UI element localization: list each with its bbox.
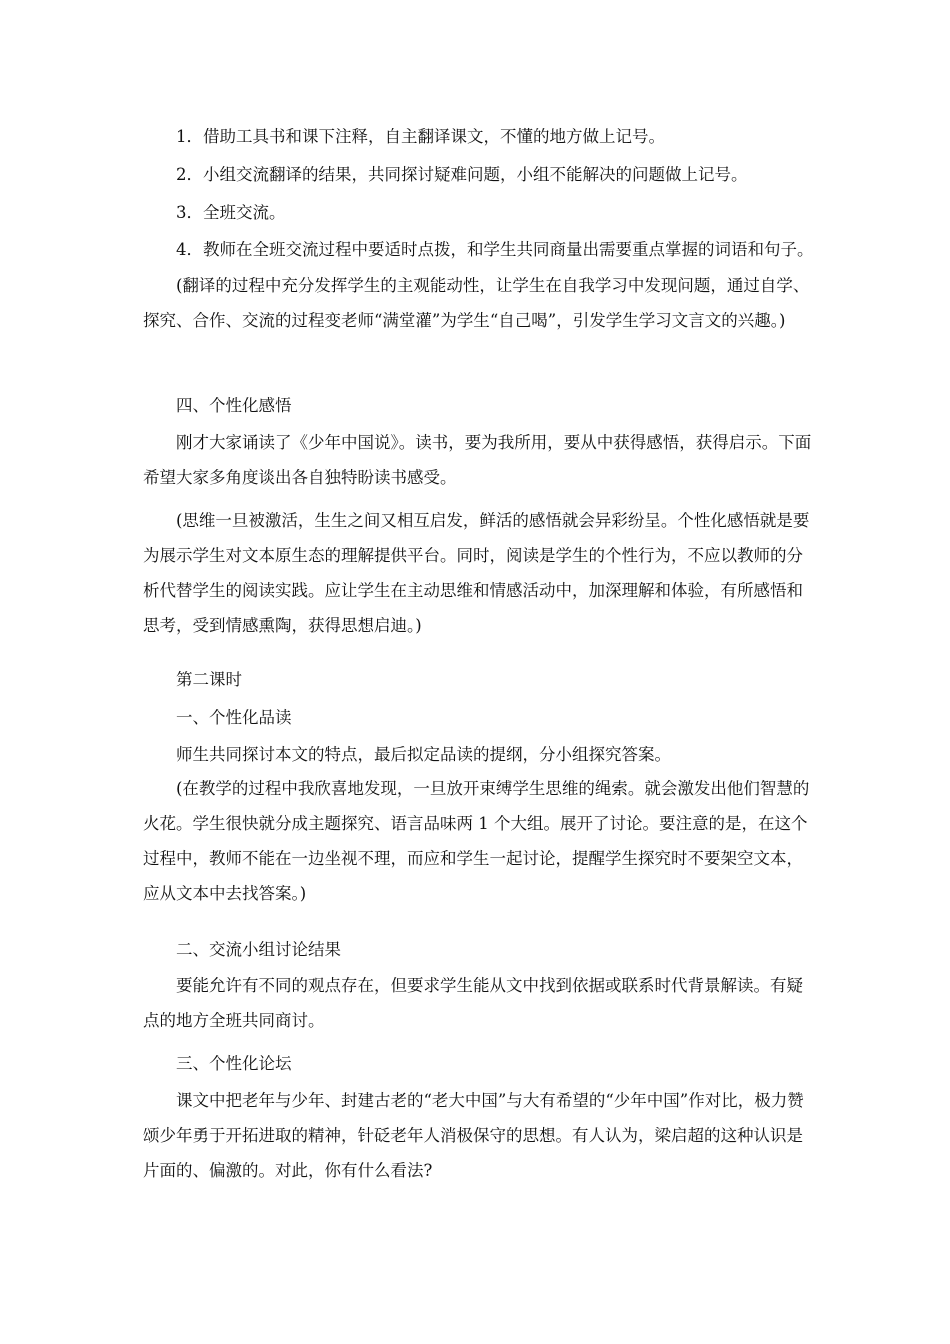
step-3: 3．全班交流。: [176, 203, 286, 222]
translation-note: (翻译的过程中充分发挥学生的主观能动性，让学生在自我学习中发现问题，通过自学、探究、合作、交流的过程变老师“满堂灌”为学生“自己喝”，引发学生学习文言文的兴趣。): [143, 276, 810, 330]
section-heading-1: 一、个性化品读: [176, 708, 292, 727]
reading-note: (在教学的过程中我欣喜地发现，一旦放开束缚学生思维的绳索。就会激发出他们智慧的火花。学生很快就分成主题探究、语言品味两 1 个大组。展开了讨论。要注意的是，在这个过程中，教师不能在一边坐视不理，而应和学生一起讨论，提醒学生探究时不要架空文本，应从文本中去找答案。): [143, 779, 810, 903]
step-4: 4．教师在全班交流过程中要适时点拨，和学生共同商量出需要重点掌握的词语和句子。: [176, 240, 814, 259]
perception-intro: 刚才大家诵读了《少年中国说》。读书，要为我所用，要从中获得感悟，获得启示。下面希望大家多角度谈出各自独特盼读书感受。: [143, 433, 812, 487]
section-heading-3: 三、个性化论坛: [176, 1054, 292, 1073]
section-heading-4: 四、个性化感悟: [176, 396, 292, 415]
step-1: 1．借助工具书和课下注释，自主翻译课文，不懂的地方做上记号。: [176, 127, 665, 146]
discussion-text: 要能允许有不同的观点存在，但要求学生能从文中找到依据或联系时代背景解读。有疑点的地方全班共同商讨。: [143, 976, 803, 1030]
second-lesson-heading: 第二课时: [176, 670, 242, 689]
perception-note: (思维一旦被激活，生生之间又相互启发，鲜活的感悟就会异彩纷呈。个性化感悟就是要为展示学生对文本原生态的理解提供平台。同时，阅读是学生的个性行为，不应以教师的分析代替学生的阅读实践。应让学生在主动思维和情感活动中，加深理解和体验，有所感悟和思考，受到情感熏陶，获得思想启迪。): [143, 511, 810, 635]
section-heading-2: 二、交流小组讨论结果: [176, 940, 341, 959]
reading-intro: 师生共同探讨本文的特点，最后拟定品读的提纲，分小组探究答案。: [176, 745, 671, 764]
step-2: 2．小组交流翻译的结果，共同探讨疑难问题，小组不能解决的问题做上记号。: [176, 165, 748, 184]
forum-text: 课文中把老年与少年、封建古老的“老大中国”与大有希望的“少年中国”作对比，极力赞颂少年勇于开拓进取的精神，针砭老年人消极保守的思想。有人认为，梁启超的这种认识是片面的、偏激的。对此，你有什么看法?: [143, 1091, 804, 1180]
